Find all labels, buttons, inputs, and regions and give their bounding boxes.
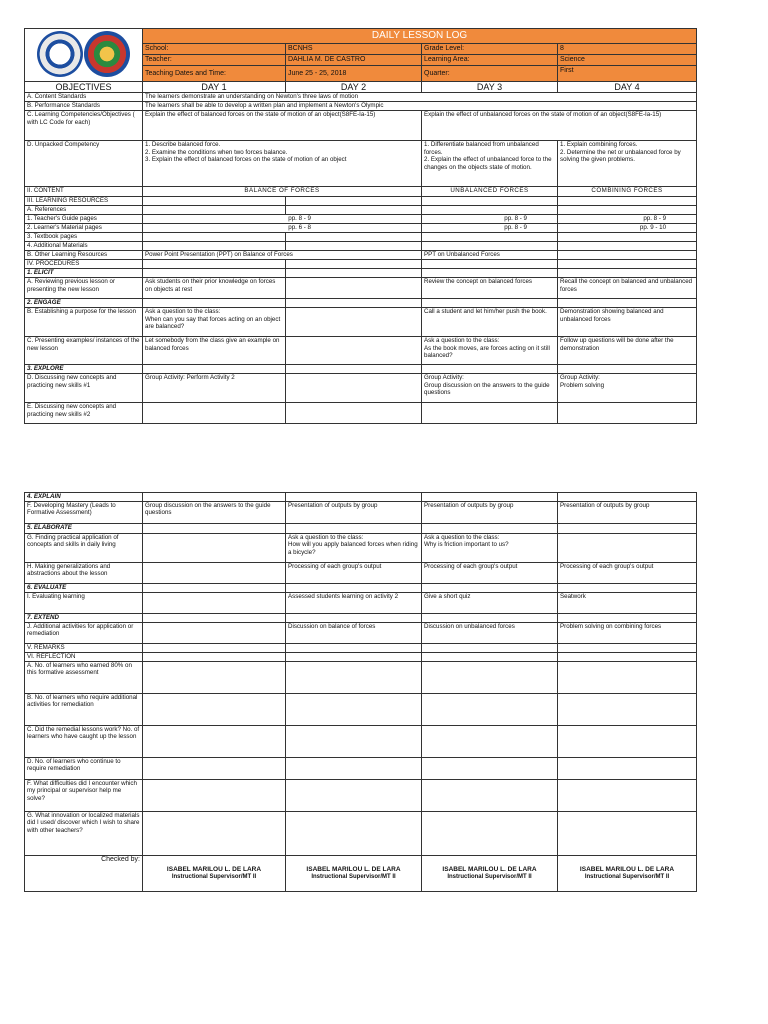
- row-cell: [558, 141, 697, 187]
- row-label: F. Developing Mastery (Leads to Formative Assessment): [25, 502, 143, 524]
- checked-by-label: Checked by:: [25, 856, 143, 892]
- row-label: I. Evaluating learning: [25, 593, 143, 614]
- cell-line: As the book moves, are forces acting on it still balanced?: [424, 344, 550, 360]
- section-label: 5. ELABORATE: [25, 524, 143, 534]
- teacher-label: Teacher:: [143, 55, 286, 66]
- list-item: 1. Differentiate balanced from unbalanced forces.: [424, 141, 539, 156]
- signature-name: ISABEL MARILOU L. DE LARA: [442, 866, 537, 874]
- row-cell: Explain the effect of unbalanced forces on the state of motion of an object(S8FE-Ia-15): [422, 111, 697, 141]
- row-cell: Processing of each group's output: [558, 563, 697, 584]
- col-day2: DAY 2: [286, 82, 422, 93]
- cell-line: Ask a question to the class:: [424, 534, 500, 541]
- row-cell: Seatwork: [558, 593, 697, 614]
- row-label: D. Discussing new concepts and practicing new skills #1: [25, 374, 143, 403]
- row-cell: [286, 534, 422, 563]
- row-label: V. REMARKS: [25, 644, 143, 653]
- row-label: III. LEARNING RESOURCES: [25, 197, 143, 206]
- row-label: C. Learning Competencies/Objectives ( with LC Code for each): [25, 111, 143, 141]
- section-label: 2. ENGAGE: [25, 299, 143, 308]
- lesson-log-table-2: [24, 492, 697, 892]
- row-cell: BALANCE OF FORCES: [143, 187, 422, 197]
- row-cell: pp. 6 - 8: [143, 224, 422, 233]
- signature-name: ISABEL MARILOU L. DE LARA: [306, 866, 401, 874]
- row-cell: Presentation of outputs by group: [558, 502, 697, 524]
- row-cell: pp. 8 - 9: [558, 215, 697, 224]
- signature-name: ISABEL MARILOU L. DE LARA: [166, 866, 262, 874]
- row-cell: Presentation of outputs by group: [422, 502, 558, 524]
- teacher-value: DAHLIA M. DE CASTRO: [286, 55, 422, 66]
- row-cell: Problem solving on combining forces: [558, 623, 697, 644]
- row-label: II. CONTENT: [25, 187, 143, 197]
- row-label: G. Finding practical application of concepts and skills in daily living: [25, 534, 143, 563]
- section-label: 3. EXPLORE: [25, 365, 143, 374]
- row-label: 4. Additional Materials: [25, 242, 143, 251]
- row-cell: Processing of each group's output: [286, 563, 422, 584]
- col-day1: DAY 1: [143, 82, 286, 93]
- signature-block: [143, 856, 286, 892]
- row-cell: Assessed students learning on activity 2: [286, 593, 422, 614]
- list-item: 3. Explain the effect of balanced forces on the state of motion of an object: [145, 156, 347, 164]
- row-label: B. Performance Standards: [25, 102, 143, 111]
- row-cell: [143, 141, 422, 187]
- row-cell: Discussion on balance of forces: [286, 623, 422, 644]
- row-label: D. No. of learners who continue to require remediation: [25, 758, 143, 780]
- signature-role: Instructional Supervisor/MT II: [311, 873, 396, 880]
- list-item: 2. Determine the net or unbalanced force by solving the given problems.: [560, 148, 681, 164]
- quarter-label: Quarter:: [422, 66, 558, 82]
- area-value: Science: [558, 55, 697, 66]
- school-value: BCNHS: [286, 44, 422, 55]
- signature-role: Instructional Supervisor/MT II: [171, 873, 257, 880]
- row-label: B. Establishing a purpose for the lesson: [25, 308, 143, 337]
- cell-line: Ask a question to the class:: [288, 534, 364, 541]
- row-cell: pp. 8 - 9: [422, 215, 558, 224]
- signature-block: [558, 856, 697, 892]
- row-cell: UNBALANCED FORCES: [422, 187, 558, 197]
- row-label: D. Unpacked Competency: [25, 141, 143, 187]
- row-label: A. References: [25, 206, 143, 215]
- list-item: 1. Describe balanced force.: [145, 141, 221, 149]
- row-cell: [422, 534, 558, 563]
- row-label: F. What difficulties did I encounter which my principal or supervisor help me solve?: [25, 780, 143, 812]
- cell-line: Ask a question to the class:: [424, 337, 500, 345]
- dates-label: Teaching Dates and Time:: [143, 66, 286, 82]
- row-label: H. Making generalizations and abstractions about the lesson: [25, 563, 143, 584]
- row-cell: pp. 8 - 9: [143, 215, 422, 224]
- cell-line: Group Activity:: [560, 374, 600, 382]
- row-cell: Discussion on unbalanced forces: [422, 623, 558, 644]
- row-label: G. What innovation or localized materials did I used/ discover which I wish to share with other teachers?: [25, 812, 143, 856]
- row-cell: Review the concept on balanced forces: [422, 278, 558, 299]
- row-label: B. Other Learning Resources: [25, 251, 143, 260]
- row-label: IV. PROCEDURES: [25, 260, 143, 269]
- col-objectives: OBJECTIVES: [25, 82, 143, 93]
- row-cell: Recall the concept on balanced and unbalanced forces: [558, 278, 697, 299]
- row-label: E. Discussing new concepts and practicing new skills #2: [25, 403, 143, 424]
- row-cell: [143, 308, 286, 337]
- section-label: 1. ELICIT: [25, 269, 143, 278]
- row-cell: Explain the effect of balanced forces on the state of motion of an object(S8FE-Ia-15): [143, 111, 422, 141]
- row-label: A. Reviewing previous lesson or presenting the new lesson: [25, 278, 143, 299]
- cell-line: Group Activity:: [424, 374, 464, 382]
- row-label: 2. Learner's Material pages: [25, 224, 143, 233]
- row-cell: [422, 374, 558, 403]
- cell-line: Problem solving: [560, 381, 605, 389]
- signature-role: Instructional Supervisor/MT II: [584, 873, 670, 880]
- row-cell: Group Activity: Perform Activity 2: [143, 374, 286, 403]
- row-cell: Ask students on their prior knowledge on forces on objects at rest: [143, 278, 286, 299]
- row-cell: PPT on Unbalanced Forces: [422, 251, 558, 260]
- row-cell: Call a student and let him/her push the book.: [422, 308, 558, 337]
- row-cell: Group discussion on the answers to the guide questions: [143, 502, 286, 524]
- row-cell: The learners shall be able to develop a written plan and implement a Newton's Olympic: [143, 102, 697, 111]
- list-item: 1. Explain combining forces.: [560, 141, 638, 149]
- row-label: J. Additional activities for application or remediation: [25, 623, 143, 644]
- row-label: A. No. of learners who earned 80% on this formative assessment: [25, 662, 143, 694]
- row-cell: Give a short quiz: [422, 593, 558, 614]
- row-cell: Power Point Presentation (PPT) on Balance of Forces: [143, 251, 422, 260]
- row-cell: Follow up questions will be done after the demonstration: [558, 337, 697, 365]
- cell-line: How will you apply balanced forces when riding a bicycle?: [288, 541, 418, 556]
- list-item: 2. Explain the effect of unbalanced force to the changes on the objects state of motion.: [424, 156, 552, 171]
- row-cell: Let somebody from the class give an example on balanced forces: [143, 337, 286, 365]
- row-cell: Presentation of outputs by group: [286, 502, 422, 524]
- col-day3: DAY 3: [422, 82, 558, 93]
- row-cell: Processing of each group's output: [422, 563, 558, 584]
- row-cell: [558, 374, 697, 403]
- section-label: 6. EVALUATE: [25, 584, 143, 593]
- grade-value: 8: [558, 44, 697, 55]
- school-seal-icon: [84, 31, 130, 77]
- deped-seal-icon: [37, 31, 83, 77]
- row-cell: [422, 141, 558, 187]
- area-label: Learning Area:: [422, 55, 558, 66]
- row-label: 3. Textbook pages: [25, 233, 143, 242]
- school-label: School:: [143, 44, 286, 55]
- signature-role: Instructional Supervisor/MT II: [447, 873, 532, 880]
- section-label: 4. EXPLAIN: [25, 493, 143, 502]
- row-label: VI. REFLECTION: [25, 653, 143, 662]
- row-label: B. No. of learners who require additional activities for remediation: [25, 694, 143, 726]
- signature-name: ISABEL MARILOU L. DE LARA: [579, 866, 675, 874]
- row-label: A. Content Standards: [25, 93, 143, 102]
- grade-label: Grade Level:: [422, 44, 558, 55]
- cell-line: Why is friction important to us?: [424, 541, 509, 549]
- row-cell: Demonstration showing balanced and unbalanced forces: [558, 308, 697, 337]
- dates-value: June 25 - 25, 2018: [286, 66, 422, 82]
- header-logos: [25, 29, 143, 82]
- section-label: 7. EXTEND: [25, 614, 143, 623]
- row-cell: [422, 337, 558, 365]
- row-cell: COMBINING FORCES: [558, 187, 697, 197]
- cell-line: Ask a question to the class:: [145, 308, 221, 316]
- quarter-value: First: [558, 66, 697, 82]
- cell-line: When can you say that forces acting on an object are balanced?: [145, 315, 281, 331]
- row-cell: The learners demonstrate an understanding on Newton's three laws of motion: [143, 93, 697, 102]
- lesson-log-table-1: [24, 28, 697, 424]
- list-item: 2. Examine the conditions when two forces balance.: [145, 148, 288, 156]
- row-label: C. Presenting examples/ instances of the new lesson: [25, 337, 143, 365]
- cell-line: Group discussion on the answers to the guide questions: [424, 381, 550, 397]
- row-label: C. Did the remedial lessons work? No. of learners who have caught up the lesson: [25, 726, 143, 758]
- row-label: 1. Teacher's Guide pages: [25, 215, 143, 224]
- col-day4: DAY 4: [558, 82, 697, 93]
- page-title: DAILY LESSON LOG: [143, 29, 697, 44]
- signature-block: [422, 856, 558, 892]
- signature-block: [286, 856, 422, 892]
- row-cell: pp. 9 - 10: [558, 224, 697, 233]
- row-cell: pp. 8 - 9: [422, 224, 558, 233]
